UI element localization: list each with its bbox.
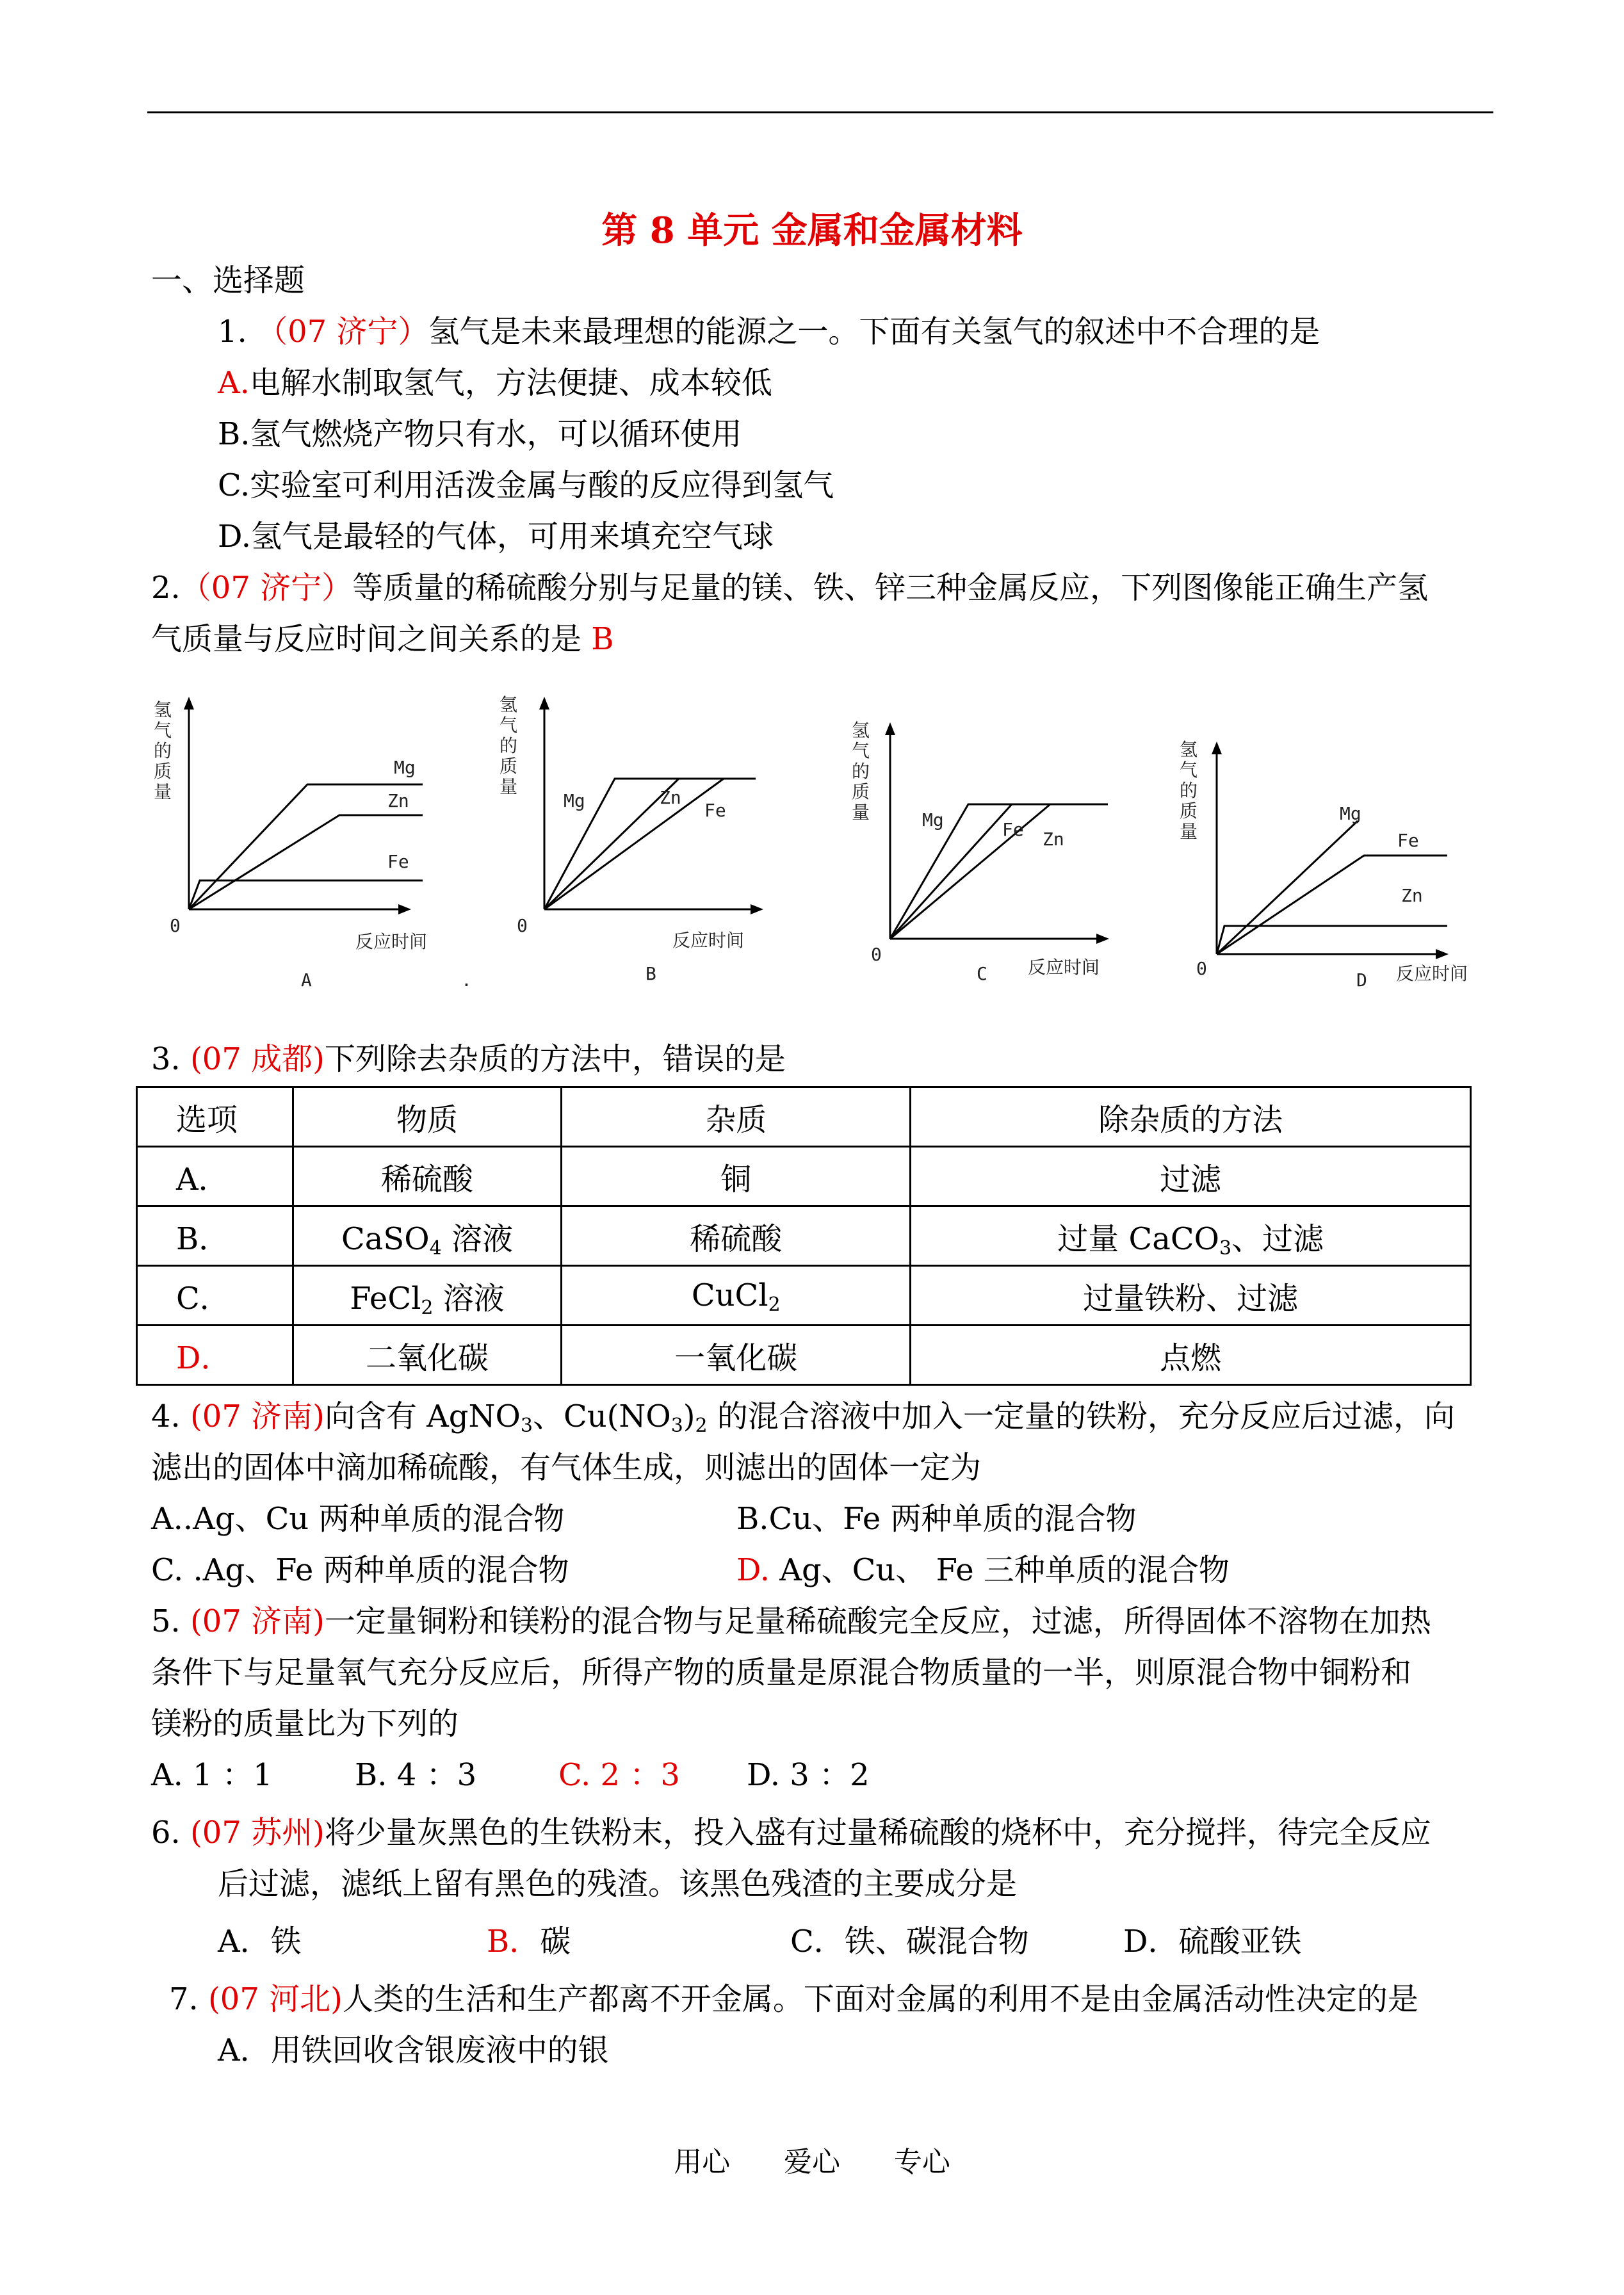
svg-text:量: 量 <box>154 781 172 802</box>
question-source: (07 苏州) <box>190 1815 325 1851</box>
question-source: (07 成都) <box>190 1041 325 1077</box>
series-label-fe: Fe <box>387 851 409 872</box>
series-label-mg: Mg <box>1340 803 1361 824</box>
x-axis-arrow-icon <box>1436 949 1449 959</box>
series-label-zn: Zn <box>660 787 681 808</box>
table-cell-option: D． <box>137 1326 293 1385</box>
svg-text:质: 质 <box>154 761 172 782</box>
question-5-stem-line2: 条件下与足量氧气充分反应后，所得产物的质量是原混合物质量的一半，则原混合物中铜粉和 <box>151 1655 1412 1691</box>
table-cell-method: 过量 CaCO$_3$、过滤 <box>911 1206 1471 1266</box>
table-row <box>137 1147 1471 1206</box>
svg-text:气: 气 <box>499 715 518 736</box>
series-line-fe <box>890 804 1012 939</box>
question-5-stem-line1: 5. (07 济南)一定量铜粉和镁粉的混合物与足量稀硫酸完全反应，过滤，所得固体不溶物在加热 <box>151 1603 1431 1639</box>
impurity-removal-table <box>136 1086 1472 1386</box>
series-line-mg <box>1217 821 1358 954</box>
table-header-cell: 除杂质的方法 <box>911 1087 1471 1147</box>
series-label-zn: Zn <box>1401 885 1423 906</box>
question-2-stem-line1: 2.（07 济宁）等质量的稀硫酸分别与足量的镁、铁、锌三种金属反应，下列图像能正确生产氢 <box>151 570 1429 606</box>
question-6-option-b: B．碳 <box>487 1924 571 1959</box>
page-footer: 用心 爱心 专心 <box>674 2146 950 2178</box>
table-row <box>137 1206 1471 1266</box>
question-4-option-a: A..Ag、Cu 两种单质的混合物 <box>151 1501 565 1537</box>
series-line-zn <box>890 804 1050 939</box>
y-axis-arrow-icon <box>1212 742 1222 754</box>
question-source: (07 济南) <box>190 1603 325 1639</box>
table-cell-impurity: 稀硫酸 <box>562 1206 911 1266</box>
svg-text:质: 质 <box>1180 800 1198 822</box>
question-3-stem: 3. (07 成都)下列除去杂质的方法中，错误的是 <box>151 1041 786 1077</box>
table-cell-method: 点燃 <box>911 1326 1471 1385</box>
x-axis-arrow-icon <box>751 904 763 914</box>
table-header-cell: 选项 <box>137 1087 293 1147</box>
origin-label: 0 <box>871 944 882 965</box>
y-axis-arrow-icon <box>885 722 895 735</box>
svg-text:量: 量 <box>499 776 518 797</box>
table-row <box>137 1266 1471 1326</box>
svg-text:质: 质 <box>499 756 518 777</box>
x-axis-arrow-icon <box>398 904 411 914</box>
series-label-mg: Mg <box>564 790 585 811</box>
origin-label: 0 <box>1196 958 1207 979</box>
table-header-cell: 物质 <box>293 1087 561 1147</box>
table-cell-method: 过滤 <box>911 1147 1471 1206</box>
series-label-fe: Fe <box>704 800 726 821</box>
table-row <box>137 1326 1471 1385</box>
question-4-option-b: B.Cu、Fe 两种单质的混合物 <box>736 1501 1137 1537</box>
table-cell-substance: FeCl$_2$ 溶液 <box>293 1266 561 1326</box>
question-6-stem-line2: 后过滤，滤纸上留有黑色的残渣。该黑色残渣的主要成分是 <box>218 1866 1018 1902</box>
origin-label: 0 <box>170 915 181 936</box>
y-axis-label: 氢 <box>154 699 172 720</box>
question-5-option-c: C. 2 ：3 <box>558 1757 680 1793</box>
table-cell-impurity: 铜 <box>562 1147 911 1206</box>
question-5-option-a: A. 1 ：1 <box>151 1757 273 1793</box>
question-1-option-d: D.氢气是最轻的气体，可用来填充空气球 <box>218 519 774 555</box>
svg-text:气: 气 <box>154 720 172 741</box>
answer-letter: D. <box>736 1552 770 1588</box>
question-7-stem: 7. (07 河北)人类的生活和生产都离不开金属。下面对金属的利用不是由金属活动性决定的是 <box>169 1981 1418 2017</box>
y-axis-label: 氢 <box>499 694 518 715</box>
question-4-stem-line2: 滤出的固体中滴加稀硫酸，有气体生成，则滤出的固体一定为 <box>151 1450 982 1486</box>
table-cell-option: B． <box>137 1206 293 1266</box>
svg-text:.: . <box>461 969 472 991</box>
section-heading: 一、选择题 <box>151 263 305 298</box>
series-line-fe <box>189 880 423 909</box>
graph-caption: C <box>977 963 987 984</box>
graph-d <box>1165 736 1498 1008</box>
question-1-stem <box>218 312 1320 351</box>
table-header-row <box>137 1087 1471 1147</box>
graph-caption: A <box>301 969 312 991</box>
table-cell-option: A． <box>137 1147 293 1206</box>
series-label-zn: Zn <box>1043 829 1064 850</box>
table-cell-impurity: CuCl$_2$ <box>562 1266 911 1326</box>
question-5-stem-line3: 镁粉的质量比为下列的 <box>151 1706 459 1742</box>
answer-letter: A. <box>218 365 250 401</box>
graph-c <box>832 717 1140 1014</box>
svg-text:的: 的 <box>1180 780 1198 801</box>
question-5-option-d: D. 3 ：2 <box>747 1757 870 1793</box>
question-6-option-c: C．铁、碳混合物 <box>790 1924 1029 1959</box>
question-6-stem-line1: 6. (07 苏州)将少量灰黑色的生铁粉末，投入盛有过量稀硫酸的烧杯中，充分搅拌，待完全反应 <box>151 1815 1431 1851</box>
svg-text:的: 的 <box>852 761 870 782</box>
table-cell-substance: 稀硫酸 <box>293 1147 561 1206</box>
svg-text:的: 的 <box>154 740 172 761</box>
svg-text:气: 气 <box>852 740 870 761</box>
y-axis-label: 氢 <box>1180 739 1198 760</box>
question-source: （07 济宁） <box>257 314 429 350</box>
question-1-option-c: C.实验室可利用活泼金属与酸的反应得到氢气 <box>218 467 834 503</box>
series-label-mg: Mg <box>922 809 944 831</box>
graph-b <box>487 692 794 1008</box>
svg-text:量: 量 <box>852 802 870 823</box>
series-label-fe: Fe <box>1397 830 1419 851</box>
question-7-option-a: A．用铁回收含银废液中的银 <box>218 2032 609 2068</box>
svg-text:质: 质 <box>852 781 870 802</box>
question-4-stem-line1: 4. (07 济南)向含有 AgNO$_3$、$Cu(NO_3)_2$ 的混合溶液中加入一定量的铁粉，充分反应后过滤，向 <box>151 1399 1455 1437</box>
question-2-stem-line2: 气质量与反应时间之间关系的是 B <box>151 621 614 657</box>
y-axis-arrow-icon <box>184 697 194 710</box>
question-number: 1. <box>218 314 247 350</box>
question-5-option-b: B. 4 ：3 <box>355 1757 477 1793</box>
question-source: (07 河北) <box>208 1981 343 2017</box>
series-label-mg: Mg <box>394 757 416 778</box>
svg-text:气: 气 <box>1180 759 1198 781</box>
x-axis-label: 反应时间 <box>355 931 428 952</box>
answer-letter: B <box>591 621 614 657</box>
y-axis-label: 氢 <box>852 720 870 741</box>
page-title: 第 8 单元 金属和金属材料 <box>601 209 1023 252</box>
header-rule <box>147 111 1493 113</box>
question-1-option-b: B.氢气燃烧产物只有水，可以循环使用 <box>218 416 742 452</box>
question-6-option-d: D．硫酸亚铁 <box>1123 1924 1302 1959</box>
table-cell-option: C． <box>137 1266 293 1326</box>
question-source: (07 济南) <box>190 1399 325 1434</box>
question-6-option-a: A．铁 <box>218 1924 302 1959</box>
origin-label: 0 <box>517 915 528 936</box>
question-1-option-a: A.电解水制取氢气，方法便捷、成本较低 <box>218 365 772 401</box>
series-label-zn: Zn <box>387 790 409 811</box>
series-label-fe: Fe <box>1002 819 1024 840</box>
answer-letter: B． <box>487 1924 540 1959</box>
table-cell-substance: 二氧化碳 <box>293 1326 561 1385</box>
question-text: 氢气是未来最理想的能源之一。下面有关氢气的叙述中不合理的是 <box>428 314 1320 350</box>
svg-text:的: 的 <box>499 735 518 756</box>
table-cell-impurity: 一氧化碳 <box>562 1326 911 1385</box>
table-cell-method: 过量铁粉、过滤 <box>911 1266 1471 1326</box>
graph-caption: D <box>1356 969 1367 991</box>
question-4-option-d: D. Ag、Cu、 Fe 三种单质的混合物 <box>736 1552 1230 1588</box>
question-source: （07 济宁） <box>180 570 353 606</box>
svg-text:量: 量 <box>1180 821 1198 842</box>
graph-a <box>147 692 472 1008</box>
table-header-cell: 杂质 <box>562 1087 911 1147</box>
graph-caption: B <box>646 963 656 984</box>
table-cell-substance: CaSO$_4$ 溶液 <box>293 1206 561 1266</box>
question-4-option-c: C. .Ag、Fe 两种单质的混合物 <box>151 1552 569 1588</box>
x-axis-label: 反应时间 <box>1028 957 1100 978</box>
x-axis-arrow-icon <box>1096 934 1109 944</box>
x-axis-label: 反应时间 <box>1396 963 1468 984</box>
y-axis-arrow-icon <box>539 697 549 710</box>
x-axis-label: 反应时间 <box>672 930 745 951</box>
